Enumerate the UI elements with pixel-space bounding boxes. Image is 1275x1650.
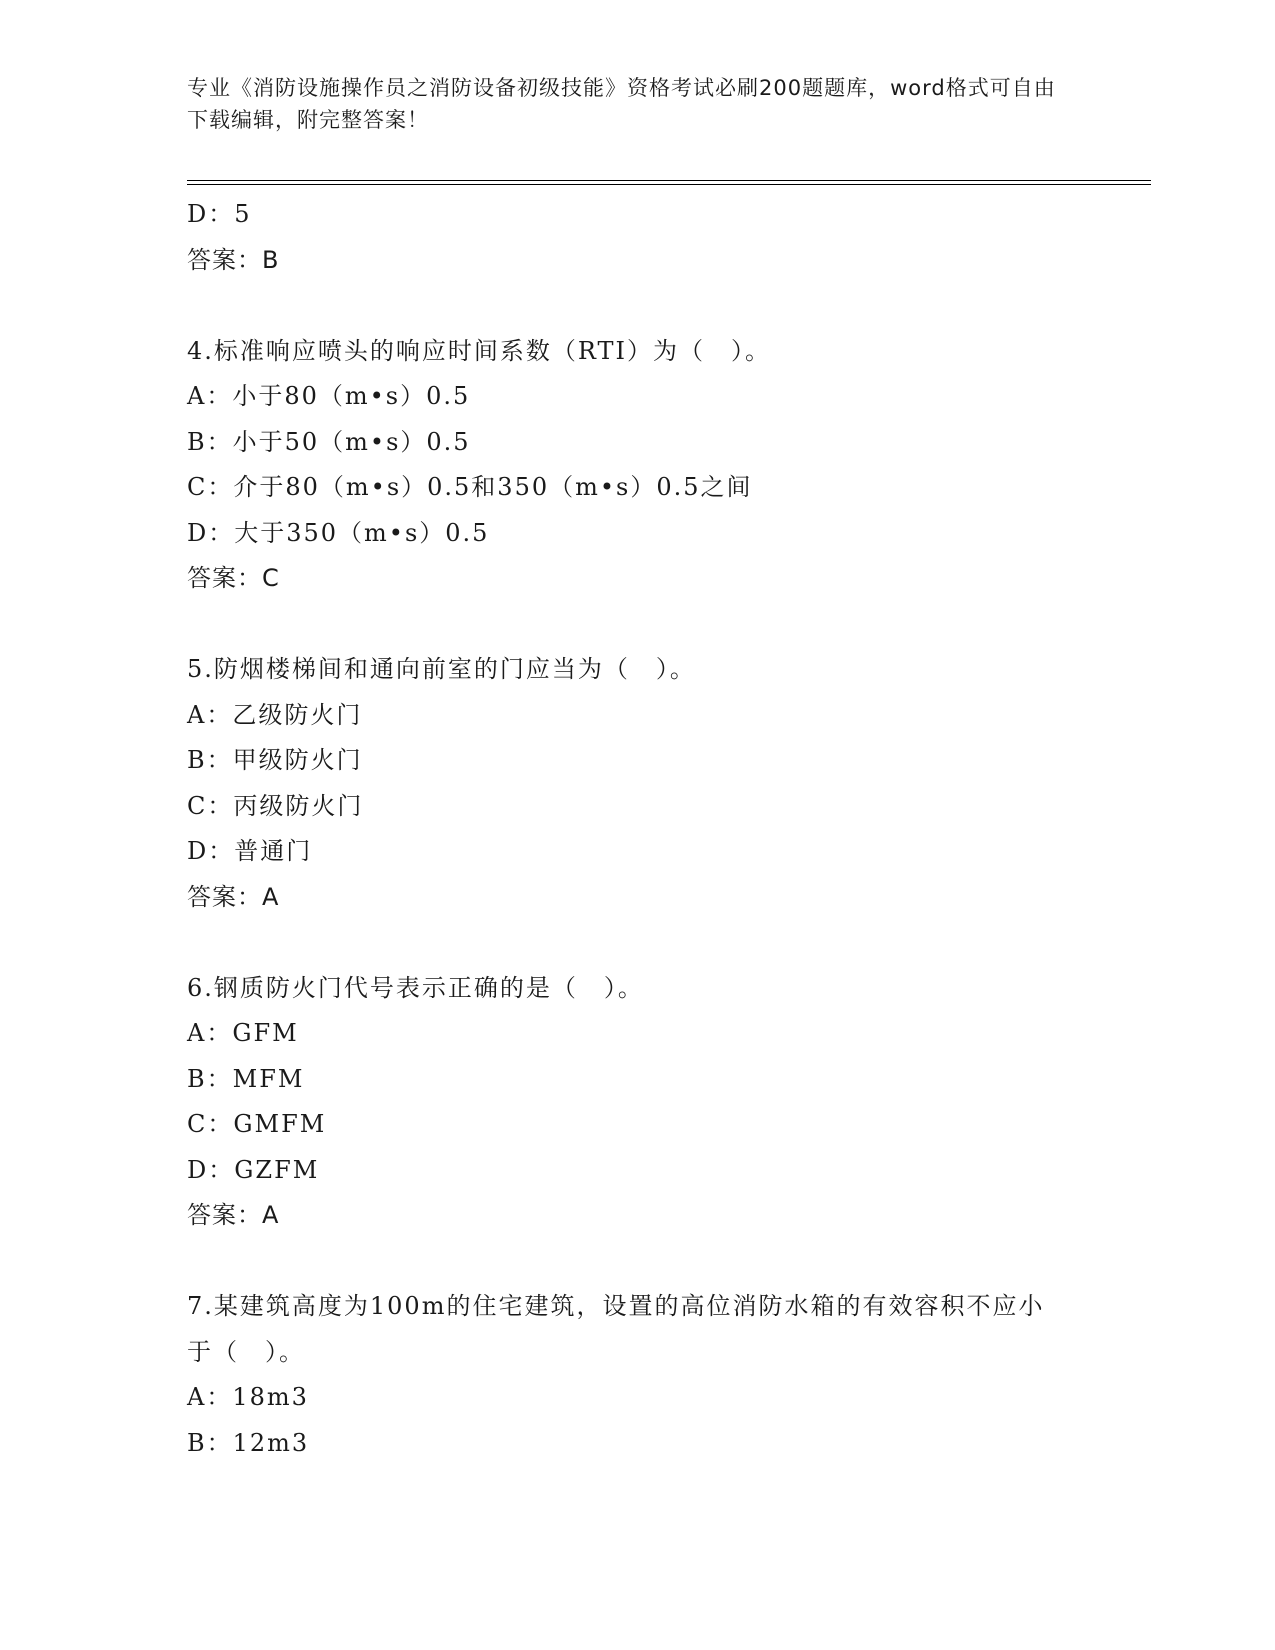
option-line: C：介于80（m•s）0.5和350（m•s）0.5之间 [187,473,753,501]
question-stem: 7.某建筑高度为100m的住宅建筑，设置的高位消防水箱的有效容积不应小于（ ）。 [187,1292,1045,1366]
question-5 [187,647,1087,920]
header-divider-bottom [187,184,1151,185]
option-line: B：小于50（m•s）0.5 [187,427,471,456]
question-stem: 4.标准响应喷头的响应时间系数（RTI）为（ ）。 [187,336,772,365]
answer-line: 答案：B [187,245,280,274]
option-line: B：甲级防火门 [187,746,363,774]
option-line: D：大于350（m•s）0.5 [187,518,490,547]
option-line: C：GMFM [187,1110,327,1138]
question-stem: 5.防烟楼梯间和通向前室的门应当为（ ）。 [187,655,696,683]
header-title: 专业《消防设施操作员之消防设备初级技能》资格考试必刷200题题库，word格式可自由下载编辑，附完整答案！ [187,76,1056,132]
option-line: A：小于80（m•s）0.5 [187,382,471,410]
answer-line: 答案：C [187,564,280,592]
question-4 [187,329,1087,602]
option-line: A：18m3 [187,1383,309,1411]
spacer [187,602,1087,648]
option-line: A：乙级防火门 [187,700,363,729]
option-line: D：GZFM [187,1155,320,1184]
answer-line: 答案：A [187,882,280,911]
question-6 [187,966,1087,1239]
answer-line: 答案：A [187,1201,280,1229]
option-line: D：5 [187,200,252,228]
spacer [187,920,1087,966]
spacer [187,283,1087,329]
question-content [187,192,1087,1466]
option-line: A：GFM [187,1019,299,1047]
option-line: C：丙级防火门 [187,791,364,820]
question-7 [187,1284,1087,1466]
spacer [187,1239,1087,1285]
question-stem: 6.钢质防火门代号表示正确的是（ ）。 [187,973,644,1002]
header-divider-top [187,180,1151,181]
option-line: B：MFM [187,1064,305,1093]
document-header [187,72,1067,136]
option-line: B：12m3 [187,1428,310,1457]
option-line: D：普通门 [187,837,313,865]
